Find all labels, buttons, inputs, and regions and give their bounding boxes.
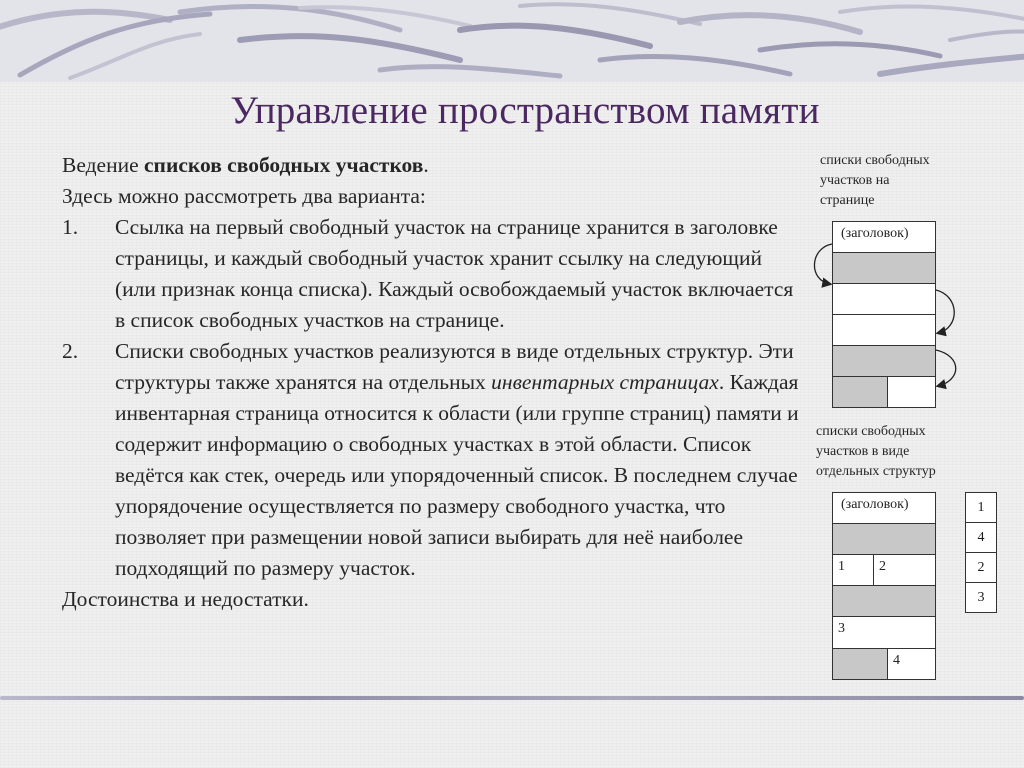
used-block [832, 616, 936, 649]
list-item-2 [62, 336, 802, 584]
header-label: (заголовок) [841, 497, 909, 512]
diagram1-caption [820, 151, 930, 211]
header-label: (заголовок) [841, 226, 909, 241]
list-number: 2. [62, 339, 79, 363]
block-label: 1 [838, 559, 845, 574]
slide-title: Управление пространством памяти [230, 89, 820, 132]
inventory-entry: 1 [965, 492, 997, 523]
list-item-text-a: Списки свободных участков реализуются в виде отдельных структур. Эти структуры также хранятся на отдельных [115, 339, 794, 394]
intro-suffix: . [423, 153, 429, 177]
inventory-entry: 2 [965, 552, 997, 583]
caption-line: участков на [820, 173, 890, 188]
free-block [832, 648, 888, 680]
used-block [873, 554, 936, 586]
list-item-text: Ссылка на первый свободный участок на странице хранится в заголовке страницы, и каждый свободный участок хранит ссылку на следующий (или признак конца списка). Каждый освобождаемый участок включается в список свободных участков на странице. [115, 215, 794, 332]
caption-line: списки свободных [816, 424, 926, 439]
diagram2-caption [816, 422, 936, 482]
block-label: 4 [893, 653, 900, 668]
caption-line: списки свободных [820, 153, 930, 168]
list-number: 1. [62, 215, 79, 239]
wave-decoration-icon [0, 0, 1024, 82]
block-label: 3 [838, 621, 845, 636]
caption-line: отдельных структур [816, 464, 936, 479]
decorative-banner [0, 0, 1024, 82]
caption-line: участков в виде [816, 444, 910, 459]
closing-line: Достоинства и недостатки. [62, 587, 309, 611]
used-block [887, 648, 936, 680]
slide-body [62, 150, 802, 615]
page-header-block [832, 492, 936, 524]
free-block [832, 523, 936, 555]
list-item-1 [62, 212, 802, 336]
intro-bold: списков свободных участков [144, 153, 424, 177]
block-label: 2 [879, 559, 886, 574]
caption-line: странице [820, 193, 875, 208]
inventory-entry: 4 [965, 522, 997, 553]
used-block [832, 554, 874, 586]
free-block [832, 585, 936, 617]
intro-prefix: Ведение [62, 153, 145, 177]
inventory-entry: 3 [965, 582, 997, 613]
link-arrows-icon [800, 220, 970, 420]
footer-divider [0, 696, 1024, 700]
second-line: Здесь можно рассмотреть два варианта: [62, 184, 426, 208]
intro-line [62, 150, 802, 181]
list-item-text-b: . Каждая инвентарная страница относится к области (или группе страниц) памяти и содержит информацию о свободных участках в этой области. Список ведётся как стек, очередь или упорядоченный список. В последнем случае упорядочение осуществляется по размеру свободного участка, что позволяет при размещении новой записи выбирать для неё наиболее подходящий по размеру участок. [115, 370, 799, 580]
list-item-italic: инвентарных страницах [491, 370, 719, 394]
